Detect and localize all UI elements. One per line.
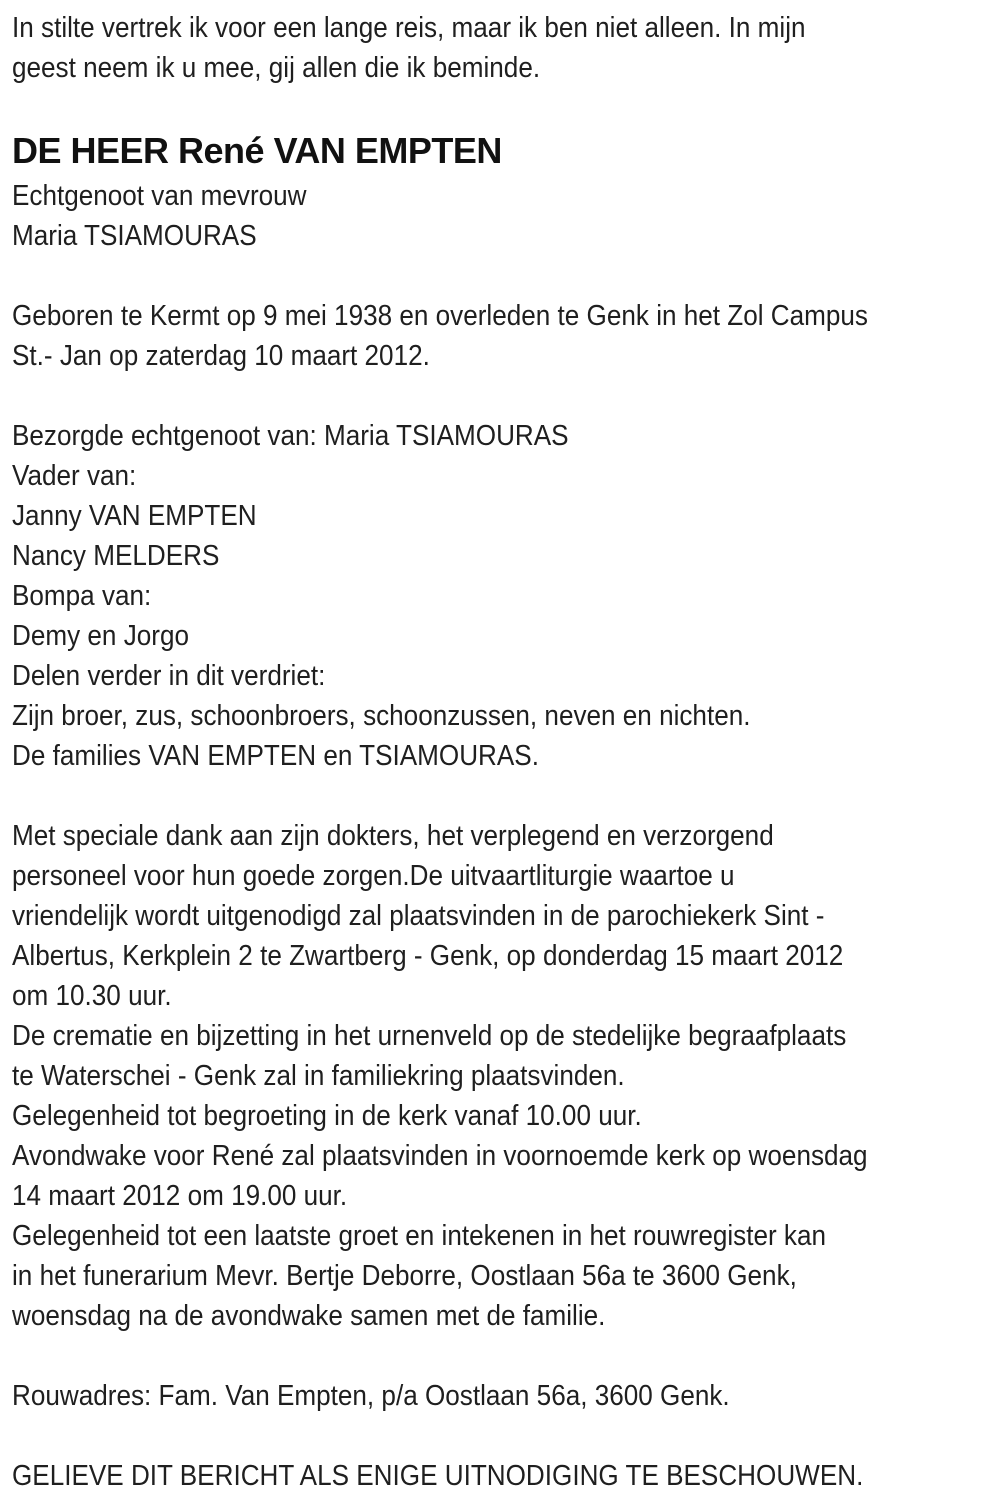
family-line: Nancy MELDERS — [12, 540, 220, 572]
mourning-address-line: Rouwadres: Fam. Van Empten, p/a Oostlaan 56a, 3600 Genk. — [12, 1380, 730, 1412]
birth-death-paragraph — [12, 296, 988, 376]
service-line: te Waterschei - Genk zal in familiekring plaatsvinden. — [12, 1060, 625, 1092]
closing-notice-paragraph — [12, 1456, 988, 1496]
service-line: Avondwake voor René zal plaatsvinden in voornoemde kerk op woensdag — [12, 1140, 868, 1172]
service-line: 14 maart 2012 om 19.00 uur. — [12, 1180, 348, 1212]
family-line: Janny VAN EMPTEN — [12, 500, 257, 532]
family-line: Demy en Jorgo — [12, 620, 189, 652]
service-line: Met speciale dank aan zijn dokters, het verplegend en verzorgend — [12, 820, 774, 852]
service-line: Gelegenheid tot begroeting in de kerk vanaf 10.00 uur. — [12, 1100, 642, 1132]
family-line: Bezorgde echtgenoot van: Maria TSIAMOURAS — [12, 420, 569, 452]
service-line: woensdag na de avondwake samen met de familie. — [12, 1300, 606, 1332]
service-line: om 10.30 uur. — [12, 980, 172, 1012]
service-details-paragraph — [12, 816, 988, 1336]
family-line: Zijn broer, zus, schoonbroers, schoonzussen, neven en nichten. — [12, 700, 751, 732]
family-line: De families VAN EMPTEN en TSIAMOURAS. — [12, 740, 539, 772]
birth-death-line: St.- Jan op zaterdag 10 maart 2012. — [12, 340, 430, 372]
family-list — [12, 416, 988, 776]
intro-verse — [12, 8, 988, 88]
intro-verse-line: geest neem ik u mee, gij allen die ik beminde. — [12, 52, 541, 84]
intro-verse-line: In stilte vertrek ik voor een lange reis, maar ik ben niet alleen. In mijn — [12, 12, 806, 44]
mourning-address-paragraph — [12, 1376, 988, 1416]
service-line: in het funerarium Mevr. Bertje Deborre, Oostlaan 56a te 3600 Genk, — [12, 1260, 797, 1292]
family-line: Bompa van: — [12, 580, 152, 612]
service-line: vriendelijk wordt uitgenodigd zal plaatsvinden in de parochiekerk Sint - — [12, 900, 825, 932]
deceased-name-title: DE HEER René VAN EMPTEN — [12, 130, 502, 171]
family-line: Delen verder in dit verdriet: — [12, 660, 326, 692]
birth-death-line: Geboren te Kermt op 9 mei 1938 en overleden te Genk in het Zol Campus — [12, 300, 868, 332]
service-line: Gelegenheid tot een laatste groet en intekenen in het rouwregister kan — [12, 1220, 826, 1252]
service-line: De crematie en bijzetting in het urnenveld op de stedelijke begraafplaats — [12, 1020, 847, 1052]
spouse-subtitle-line: Maria TSIAMOURAS — [12, 220, 257, 252]
service-line: Albertus, Kerkplein 2 te Zwartberg - Genk, op donderdag 15 maart 2012 — [12, 940, 844, 972]
spouse-subtitle — [12, 176, 988, 256]
family-line: Vader van: — [12, 460, 137, 492]
service-line: personeel voor hun goede zorgen.De uitvaartliturgie waartoe u — [12, 860, 735, 892]
spouse-subtitle-line: Echtgenoot van mevrouw — [12, 180, 307, 212]
closing-notice-line: GELIEVE DIT BERICHT ALS ENIGE UITNODIGING TE BESCHOUWEN. — [12, 1460, 864, 1492]
